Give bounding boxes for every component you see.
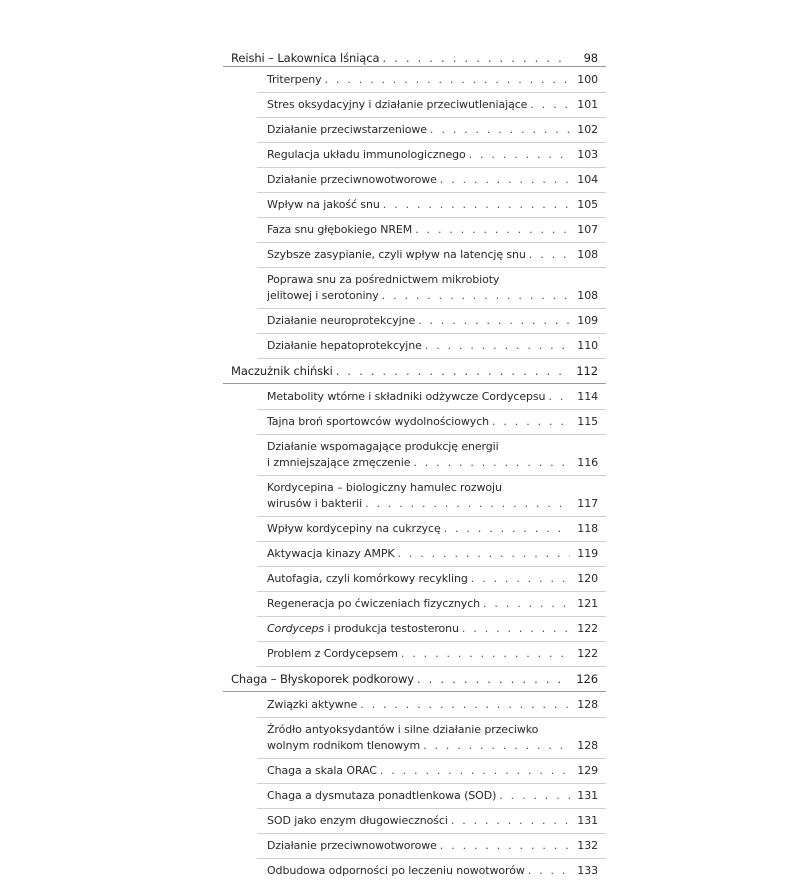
toc-page-number: 133 [577, 864, 598, 877]
toc-page-number: 103 [577, 148, 598, 161]
toc-entry-title: Szybsze zasypianie, czyli wpływ na latencję snu [267, 248, 526, 261]
toc-page-number: 131 [577, 814, 598, 827]
toc-page-number: 105 [577, 198, 598, 211]
dot-leader [382, 50, 570, 66]
dot-leader [492, 414, 570, 430]
toc-entry[interactable] [257, 718, 606, 759]
toc-entry[interactable] [257, 118, 606, 143]
dot-leader [444, 521, 570, 537]
toc-entry[interactable] [257, 218, 606, 243]
toc-page-number: 129 [577, 764, 598, 777]
toc-entry-title: Wpływ kordycepiny na cukrzycę [267, 522, 441, 535]
dot-leader [529, 247, 570, 263]
toc-page-number: 132 [577, 839, 598, 852]
toc-entry-title: Triterpeny [267, 73, 322, 86]
toc-entry-title-line: Działanie wspomagające produkcję energii [267, 440, 499, 453]
toc-page-number: 108 [577, 248, 598, 261]
toc-entry-title: Działanie przeciwstarzeniowe [267, 123, 427, 136]
dot-leader [440, 172, 570, 188]
dot-leader [415, 222, 570, 238]
toc-entry[interactable] [257, 859, 606, 883]
toc-entry[interactable] [257, 268, 606, 309]
toc-entry-title: Tajna broń sportowców wydolnościowych [267, 415, 490, 428]
toc-entry[interactable] [257, 692, 606, 718]
toc-entry-title: Maczużnik chiński [231, 364, 333, 378]
dot-leader [360, 697, 570, 713]
dot-leader [401, 646, 570, 662]
dot-leader [418, 313, 570, 329]
toc-entry-title: Odbudowa odporności po leczeniu nowotworów [267, 864, 525, 877]
toc-page-number: 121 [577, 597, 598, 610]
toc-entry-title: Aktywacja kinazy AMPK [267, 547, 395, 560]
toc-entry-title: Wpływ na jakość snu [267, 198, 380, 211]
toc-entry-title: SOD jako enzym długowieczności [267, 814, 448, 827]
dot-leader [417, 671, 570, 687]
dot-leader [423, 738, 570, 754]
toc-entry-title: Chaga – Błyskoporek podkorowy [231, 672, 414, 686]
toc-entry[interactable] [257, 435, 606, 476]
toc-page-number: 101 [577, 98, 598, 111]
toc-entry-title: Problem z Cordycepsem [267, 647, 398, 660]
toc-entry-title: Chaga a dysmutaza ponadtlenkowa (SOD) [267, 789, 497, 802]
toc-entry-title: Regeneracja po ćwiczeniach fizycznych [267, 597, 481, 610]
toc-chapter-chaga[interactable] [223, 667, 606, 692]
toc-page-number: 118 [577, 522, 598, 535]
toc-page-number: 120 [577, 572, 598, 585]
toc-entry[interactable] [257, 384, 606, 410]
dot-leader [548, 389, 570, 405]
toc-entry-title: wirusów i bakterii [267, 497, 363, 510]
toc-page-number: 114 [577, 390, 598, 403]
toc-page-number: 102 [577, 123, 598, 136]
toc-page-number: 119 [577, 547, 598, 560]
dot-leader [325, 72, 570, 88]
dot-leader [365, 496, 570, 512]
dot-leader [451, 813, 570, 829]
dot-leader [483, 596, 570, 612]
toc-page-number: 122 [577, 622, 598, 635]
toc-page-number: 109 [577, 314, 598, 327]
toc-entry-title: Stres oksydacyjny i działanie przeciwutleniające [267, 98, 528, 111]
toc-entry-title-line: Kordycepina – biologiczny hamulec rozwoju [267, 481, 502, 494]
toc-entry-title: Chaga a skala ORAC [267, 764, 377, 777]
dot-leader [382, 288, 570, 304]
toc-entry[interactable] [257, 334, 606, 359]
toc-entry-title: Działanie przeciwnowotworowe [267, 839, 437, 852]
dot-leader [528, 863, 570, 879]
toc-entry[interactable] [257, 243, 606, 268]
toc-entry-title-line: Źródło antyoksydantów i silne działanie przeciwko [267, 723, 539, 736]
toc-page-number: 126 [576, 672, 598, 686]
toc-entry-title: jelitowej i serotoniny [267, 289, 379, 302]
dot-leader [530, 97, 570, 113]
dot-leader [380, 763, 570, 779]
toc-entry[interactable] [257, 784, 606, 809]
toc-page-number: 115 [577, 415, 598, 428]
toc-page-number: 117 [577, 497, 598, 510]
dot-leader [462, 621, 570, 637]
toc-entry-title: Metabolity wtórne i składniki odżywcze Cordycepsu [267, 390, 546, 403]
toc-page-number: 98 [583, 51, 598, 65]
dot-leader [336, 363, 570, 379]
toc-page-number: 128 [577, 739, 598, 752]
dot-leader [499, 788, 570, 804]
toc-entry-title: wolnym rodnikom tlenowym [267, 739, 421, 752]
dot-leader [471, 571, 570, 587]
toc-chapter-reishi[interactable] [223, 50, 606, 67]
dot-leader [413, 455, 570, 471]
toc-entry-title: Działanie neuroprotekcyjne [267, 314, 416, 327]
toc-entry[interactable] [257, 542, 606, 567]
toc-entry-title: Działanie przeciwnowotworowe [267, 173, 437, 186]
italic-term: Cordyceps [267, 622, 325, 635]
toc-entry[interactable] [257, 809, 606, 834]
toc-entry[interactable] [257, 193, 606, 218]
toc-entry-title: Regulacja układu immunologicznego [267, 148, 466, 161]
toc-entry[interactable] [257, 592, 606, 617]
toc-page-number: 108 [577, 289, 598, 302]
toc-entry[interactable] [257, 168, 606, 193]
toc-entry[interactable] [257, 93, 606, 118]
dot-leader [440, 838, 570, 854]
toc-entry[interactable] [257, 617, 606, 642]
dot-leader [425, 338, 570, 354]
toc-entry-title: i zmniejszające zmęczenie [267, 456, 411, 469]
toc-entry-title: Związki aktywne [267, 698, 358, 711]
toc-page-number: 110 [577, 339, 598, 352]
toc-entry[interactable] [257, 567, 606, 592]
table-of-contents [223, 50, 606, 883]
toc-entry[interactable] [257, 67, 606, 93]
toc-entry[interactable] [257, 642, 606, 667]
toc-entry-title-rest: i produkcja testosteronu [324, 622, 459, 635]
toc-entry-title [267, 621, 459, 637]
toc-entry[interactable] [257, 309, 606, 334]
toc-page-number: 104 [577, 173, 598, 186]
toc-page-number: 116 [577, 456, 598, 469]
toc-entry[interactable] [257, 759, 606, 784]
toc-entry[interactable] [257, 517, 606, 542]
dot-leader [469, 147, 570, 163]
toc-entry[interactable] [257, 410, 606, 435]
toc-page-number: 131 [577, 789, 598, 802]
toc-entry-title: Reishi – Lakownica lśniąca [231, 51, 380, 65]
toc-entry-title: Działanie hepatoprotekcyjne [267, 339, 422, 352]
toc-page-number: 100 [577, 73, 598, 86]
toc-entry[interactable] [257, 143, 606, 168]
toc-entry[interactable] [257, 834, 606, 859]
dot-leader [383, 197, 570, 213]
toc-entry[interactable] [257, 476, 606, 517]
toc-page-number: 128 [577, 698, 598, 711]
toc-entry-title: Autofagia, czyli komórkowy recykling [267, 572, 468, 585]
toc-page-number: 122 [577, 647, 598, 660]
toc-entry-title: Faza snu głębokiego NREM [267, 223, 413, 236]
dot-leader [397, 546, 570, 562]
toc-page-number: 112 [576, 364, 598, 378]
toc-entry-title-line: Poprawa snu za pośrednictwem mikrobioty [267, 273, 500, 286]
dot-leader [430, 122, 570, 138]
toc-page-number: 107 [577, 223, 598, 236]
toc-chapter-maczuznik[interactable] [223, 359, 606, 384]
